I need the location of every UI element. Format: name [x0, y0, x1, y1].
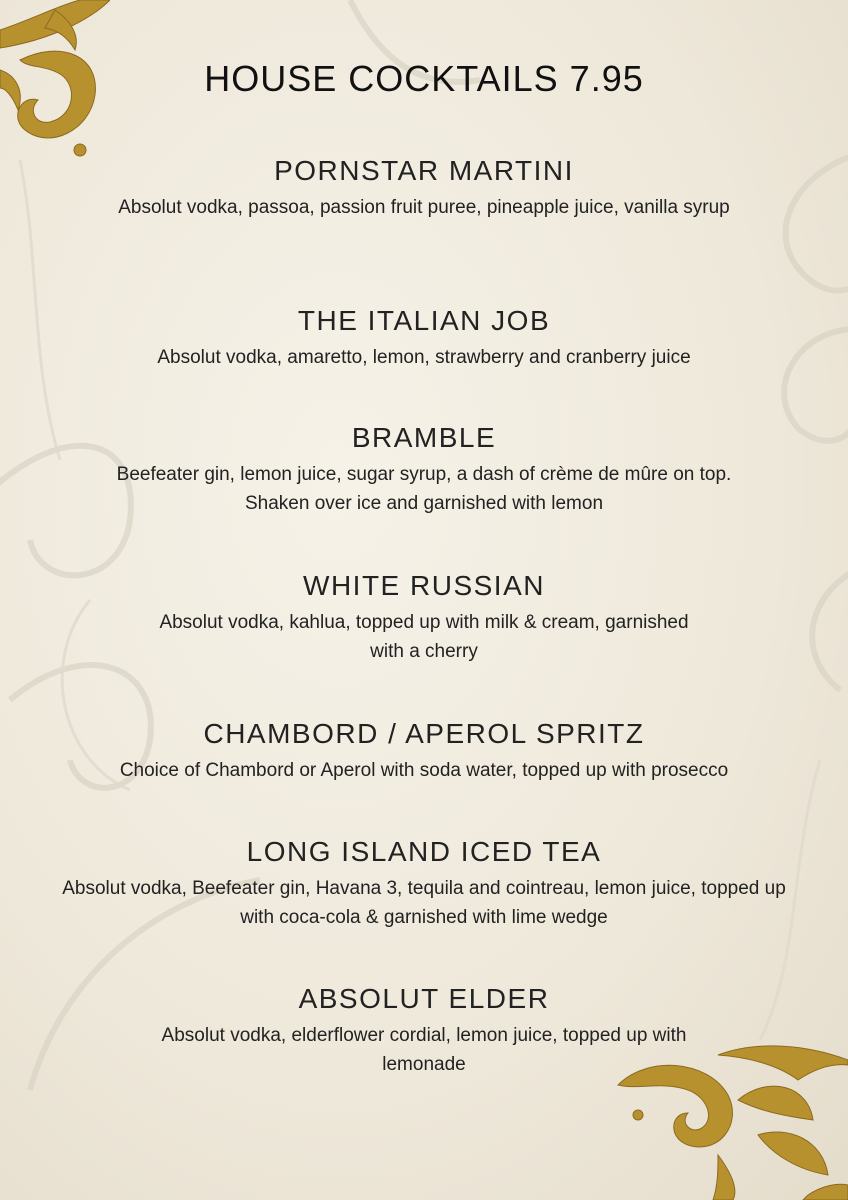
item-name: WHITE RUSSIAN — [303, 570, 545, 601]
item-name: THE ITALIAN JOB — [297, 305, 551, 336]
menu-item-chambord-aperol-spritz — [0, 718, 848, 785]
item-name: CHAMBORD / APEROL SPRITZ — [203, 718, 645, 749]
item-description: Absolut vodka, elderflower cordial, lemon juice, topped up with lemonade — [161, 1025, 687, 1075]
item-description: Beefeater gin, lemon juice, sugar syrup, a dash of crème de mûre on top. Shaken over ice and garnished with lemon — [116, 464, 732, 514]
menu-item-pornstar-martini — [0, 155, 848, 222]
item-description: Choice of Chambord or Aperol with soda water, topped up with prosecco — [119, 760, 729, 781]
item-description: Absolut vodka, Beefeater gin, Havana 3, tequila and cointreau, lemon juice, topped up with coca-cola & garnished with lime wedge — [62, 878, 786, 928]
menu-item-bramble — [0, 422, 848, 518]
item-name: PORNSTAR MARTINI — [274, 155, 574, 186]
item-description: Absolut vodka, passoa, passion fruit puree, pineapple juice, vanilla syrup — [118, 197, 730, 218]
item-name: BRAMBLE — [351, 422, 497, 453]
menu-item-long-island-iced-tea — [0, 836, 848, 932]
item-name: ABSOLUT ELDER — [298, 983, 550, 1014]
item-description: Absolut vodka, kahlua, topped up with milk & cream, garnished with a cherry — [159, 612, 689, 662]
menu-item-absolut-elder — [0, 983, 848, 1079]
menu-title: HOUSE COCKTAILS 7.95 — [204, 58, 644, 99]
item-description: Absolut vodka, amaretto, lemon, strawberry and cranberry juice — [157, 347, 691, 368]
menu-item-the-italian-job — [0, 305, 848, 372]
menu-item-white-russian — [0, 570, 848, 666]
item-name: LONG ISLAND ICED TEA — [246, 836, 602, 867]
